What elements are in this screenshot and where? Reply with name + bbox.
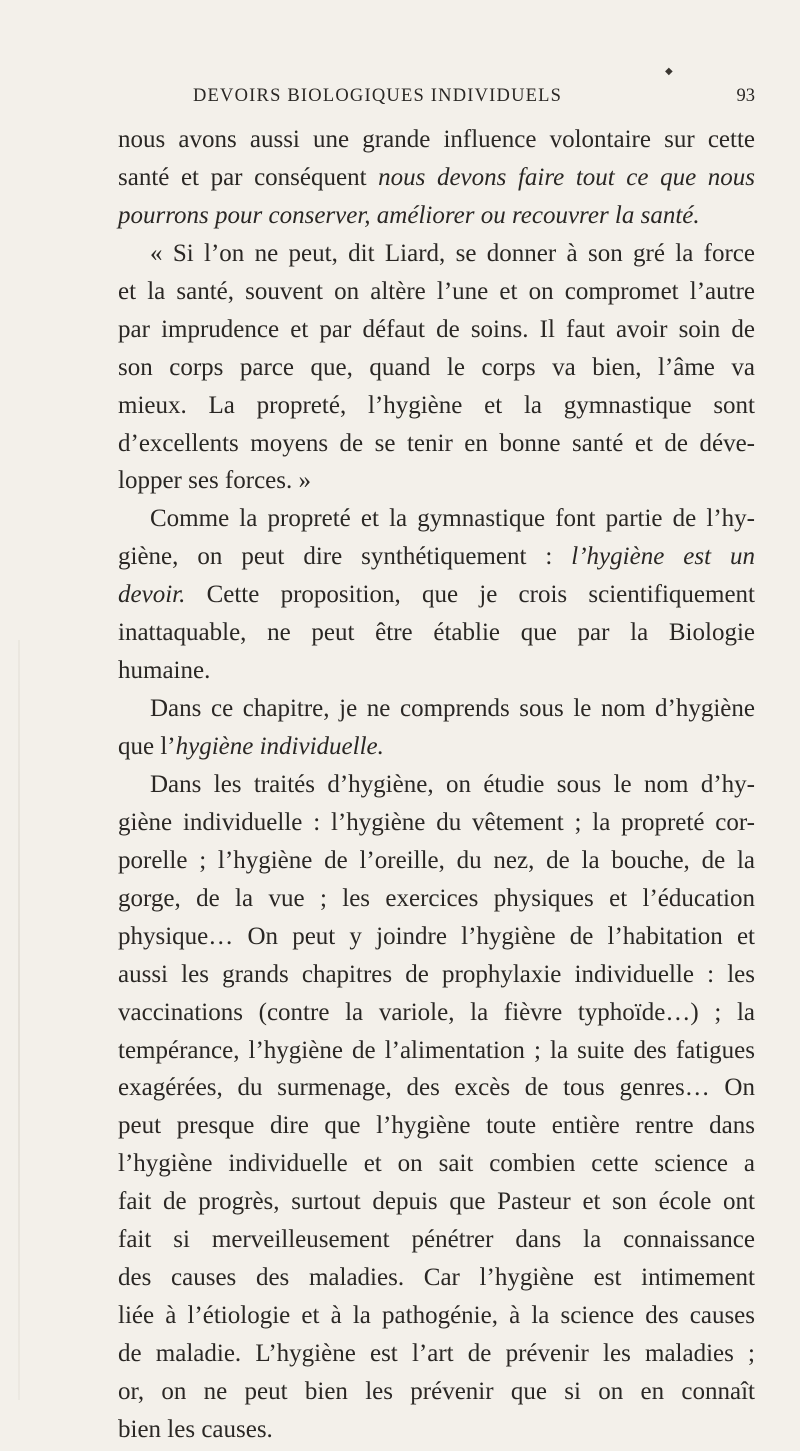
printer-ornament: ◆	[665, 66, 673, 77]
text-line: peut presque dire que l’hygiène toute entière rentre dans	[118, 1112, 755, 1140]
text-line: « Si l’on ne peut, dit Liard, se donner à son gré la force	[150, 239, 755, 267]
text-line: aussi les grands chapitres de prophylaxie individuelle : les	[118, 960, 755, 988]
text-line: pourrons pour conserver, améliorer ou recouvrer la santé.	[118, 201, 700, 229]
text-line: l’hygiène individuelle et on sait combien cette science a	[118, 1150, 755, 1178]
text-line: giène individuelle : l’hygiène du vêtement ; la propreté cor-	[118, 808, 755, 836]
text-line: inattaquable, ne peut être établie que par la Biologie	[118, 619, 755, 647]
text-line: or, on ne peut bien les prévenir que si on en connaît	[118, 1377, 755, 1405]
text-line: giène, on peut dire synthétiquement : l’hygiène est un	[118, 543, 755, 571]
text-line: nous avons aussi une grande influence volontaire sur cette	[118, 126, 755, 153]
text-line: mieux. La propreté, l’hygiène et la gymnastique sont	[118, 391, 755, 419]
text-line: gorge, de la vue ; les exercices physiques et l’éducation	[118, 884, 755, 912]
text-line: vaccinations (contre la variole, la fièvre typhoïde…) ; la	[118, 998, 755, 1026]
text-line: par imprudence et par défaut de soins. Il faut avoir soin de	[118, 315, 755, 343]
text-line: bien les causes.	[118, 1415, 273, 1443]
text-line: des causes des maladies. Car l’hygiène est intimement	[118, 1264, 755, 1292]
running-header	[193, 86, 755, 114]
body-text	[118, 121, 755, 1449]
running-title: DEVOIRS BIOLOGIQUES INDIVIDUELS	[193, 86, 563, 106]
text-line: humaine.	[118, 657, 211, 685]
text-line: lopper ses forces. »	[118, 467, 311, 495]
text-line: physique… On peut y joindre l’hygiène de l’habitation et	[118, 922, 755, 950]
text-line: tempérance, l’hygiène de l’alimentation ; la suite des fatigues	[118, 1036, 755, 1064]
text-line: Comme la propreté et la gymnastique font partie de l’hy-	[150, 505, 755, 533]
text-line: son corps parce que, quand le corps va bien, l’âme va	[118, 353, 755, 381]
text-line: devoir. Cette proposition, que je crois scientifiquement	[118, 581, 755, 609]
page-number: 93	[736, 86, 755, 106]
text-line: Dans les traités d’hygiène, on étudie sous le nom d’hy-	[150, 770, 755, 798]
text-line: que l’hygiène individuelle.	[118, 733, 384, 760]
text-line: Dans ce chapitre, je ne comprends sous le nom d’hygiène	[150, 695, 755, 723]
text-line: porelle ; l’hygiène de l’oreille, du nez, de la bouche, de la	[118, 846, 755, 874]
text-line: et la santé, souvent on altère l’une et on compromet l’autre	[118, 277, 755, 305]
text-line: santé et par conséquent nous devons faire tout ce que nous	[118, 163, 755, 191]
text-line: liée à l’étiologie et à la pathogénie, à la science des causes	[118, 1302, 755, 1330]
text-line: fait de progrès, surtout depuis que Pasteur et son école ont	[118, 1188, 755, 1216]
text-line: de maladie. L’hygiène est l’art de prévenir les maladies ;	[118, 1340, 755, 1367]
text-line: exagérées, du surmenage, des excès de tous genres… On	[118, 1074, 755, 1102]
text-line: d’excellents moyens de se tenir en bonne santé et de déve-	[118, 429, 755, 457]
text-line: fait si merveilleusement pénétrer dans la connaissance	[118, 1226, 755, 1254]
page-edge-shadow	[18, 640, 20, 1400]
